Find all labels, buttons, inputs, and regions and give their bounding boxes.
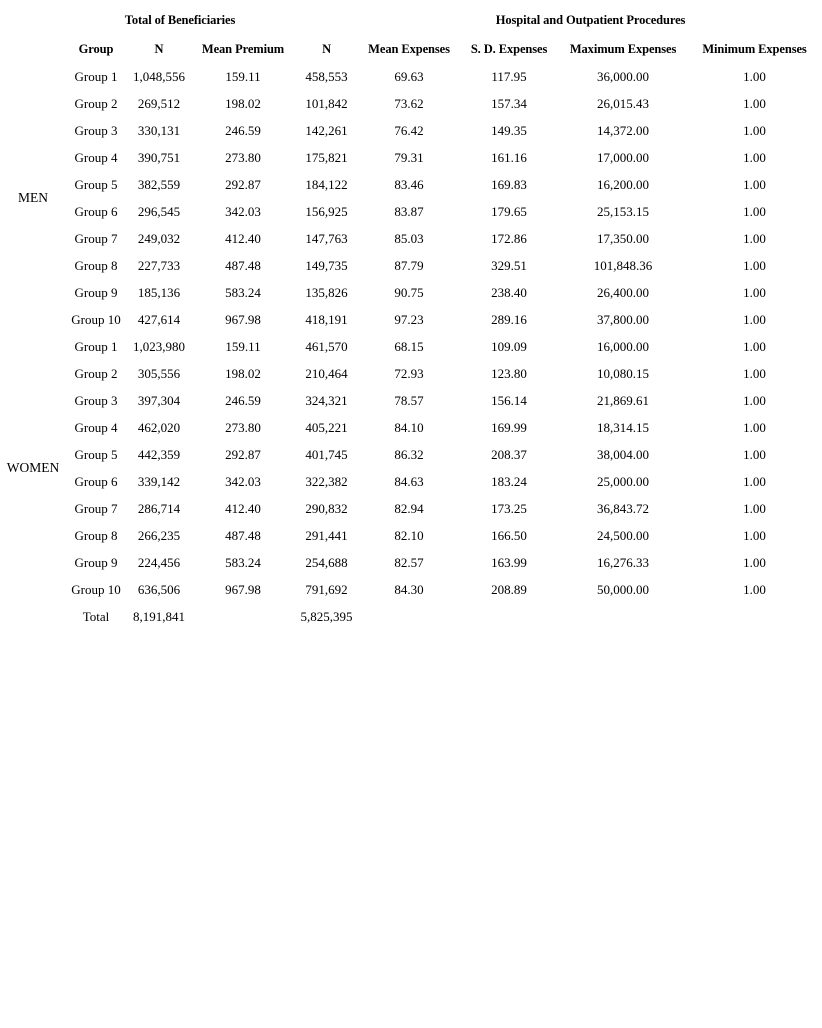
mean-premium-cell: 159.11 — [225, 68, 261, 84]
mean-expenses-cell: 82.94 — [394, 500, 424, 516]
sd-expenses-cell: 149.35 — [491, 122, 527, 138]
table-row — [0, 252, 822, 279]
section-label: WOMEN — [6, 460, 60, 475]
n-beneficiaries-cell: 227,733 — [137, 257, 181, 273]
empty-header-cell — [294, 0, 359, 36]
maximum-expenses-cell: 16,200.00 — [597, 176, 650, 192]
n-procedures-cell: 324,321 — [305, 392, 348, 408]
column-header-sd-expenses: S. D. Expenses — [470, 42, 548, 56]
sd-expenses-cell: 289.16 — [491, 311, 527, 327]
n-procedures-cell: 291,441 — [305, 527, 348, 543]
column-header-n-procedures: N — [322, 42, 331, 56]
total-n-beneficiaries: 8,191,841 — [133, 608, 185, 624]
empty-cell — [687, 603, 822, 630]
empty-cell — [0, 603, 66, 630]
group-cell: Group 3 — [74, 392, 118, 408]
minimum-expenses-cell: 1.00 — [743, 149, 766, 165]
table-row — [0, 387, 822, 414]
n-procedures-cell: 149,735 — [305, 257, 348, 273]
n-beneficiaries-cell: 1,048,556 — [133, 68, 185, 84]
super-header-beneficiaries: Total of Beneficiaries — [124, 13, 236, 27]
mean-expenses-cell: 73.62 — [394, 95, 424, 111]
n-procedures-cell: 322,382 — [305, 473, 348, 489]
minimum-expenses-cell: 1.00 — [743, 284, 766, 300]
n-procedures-cell: 254,688 — [305, 554, 348, 570]
minimum-expenses-cell: 1.00 — [743, 365, 766, 381]
mean-expenses-cell: 87.79 — [394, 257, 424, 273]
maximum-expenses-cell: 18,314.15 — [597, 419, 650, 435]
column-header-mean-expenses: Mean Expenses — [368, 42, 450, 56]
n-beneficiaries-cell: 296,545 — [137, 203, 181, 219]
table-row — [0, 333, 822, 360]
empty-header-cell — [0, 0, 66, 36]
minimum-expenses-cell: 1.00 — [743, 68, 766, 84]
maximum-expenses-cell: 24,500.00 — [597, 527, 650, 543]
mean-expenses-cell: 84.10 — [394, 419, 424, 435]
group-cell: Group 8 — [74, 257, 118, 273]
n-procedures-cell: 461,570 — [305, 338, 348, 354]
maximum-expenses-cell: 50,000.00 — [597, 581, 650, 597]
n-procedures-cell: 156,925 — [305, 203, 348, 219]
mean-premium-cell: 342.03 — [225, 203, 261, 219]
mean-premium-cell: 292.87 — [225, 176, 261, 192]
maximum-expenses-cell: 10,080.15 — [597, 365, 650, 381]
table-body — [0, 63, 822, 630]
n-procedures-cell: 791,692 — [305, 581, 348, 597]
empty-cell — [359, 603, 459, 630]
minimum-expenses-cell: 1.00 — [743, 527, 766, 543]
n-beneficiaries-cell: 1,023,980 — [133, 338, 185, 354]
table-row — [0, 144, 822, 171]
mean-expenses-cell: 84.30 — [394, 581, 424, 597]
sd-expenses-cell: 208.37 — [491, 446, 527, 462]
n-beneficiaries-cell: 382,559 — [137, 176, 181, 192]
mean-expenses-cell: 86.32 — [394, 446, 424, 462]
n-procedures-cell: 142,261 — [305, 122, 348, 138]
mean-premium-cell: 967.98 — [225, 311, 261, 327]
table-row — [0, 90, 822, 117]
n-procedures-cell: 458,553 — [305, 68, 348, 84]
empty-cell — [459, 603, 559, 630]
n-beneficiaries-cell: 339,142 — [137, 473, 181, 489]
n-beneficiaries-cell: 185,136 — [137, 284, 181, 300]
group-cell: Group 9 — [74, 554, 118, 570]
n-procedures-cell: 290,832 — [305, 500, 348, 516]
maximum-expenses-cell: 25,153.15 — [597, 203, 650, 219]
minimum-expenses-cell: 1.00 — [743, 203, 766, 219]
table-row — [0, 63, 822, 90]
sd-expenses-cell: 238.40 — [491, 284, 527, 300]
group-cell: Group 7 — [74, 230, 118, 246]
minimum-expenses-cell: 1.00 — [743, 446, 766, 462]
table-row — [0, 495, 822, 522]
table-row — [0, 171, 822, 198]
minimum-expenses-cell: 1.00 — [743, 311, 766, 327]
table-row — [0, 522, 822, 549]
n-beneficiaries-cell: 266,235 — [137, 527, 181, 543]
group-cell: Group 9 — [74, 284, 118, 300]
mean-premium-cell: 198.02 — [225, 95, 261, 111]
sd-expenses-cell: 208.89 — [491, 581, 527, 597]
mean-expenses-cell: 72.93 — [394, 365, 424, 381]
group-cell: Group 6 — [74, 203, 118, 219]
mean-premium-cell: 583.24 — [225, 284, 261, 300]
n-procedures-cell: 405,221 — [305, 419, 348, 435]
minimum-expenses-cell: 1.00 — [743, 419, 766, 435]
column-header-maximum-expenses: Maximum Expenses — [569, 42, 677, 56]
mean-expenses-cell: 83.46 — [394, 176, 424, 192]
sd-expenses-cell: 169.99 — [491, 419, 527, 435]
sd-expenses-cell: 183.24 — [491, 473, 527, 489]
maximum-expenses-cell: 25,000.00 — [597, 473, 650, 489]
table-row — [0, 117, 822, 144]
column-header-group: Group — [78, 42, 114, 56]
mean-expenses-cell: 84.63 — [394, 473, 424, 489]
n-beneficiaries-cell: 636,506 — [137, 581, 181, 597]
maximum-expenses-cell: 16,000.00 — [597, 338, 650, 354]
group-cell: Group 2 — [74, 365, 118, 381]
total-row — [0, 603, 822, 630]
mean-premium-cell: 198.02 — [225, 365, 261, 381]
mean-premium-cell: 159.11 — [225, 338, 261, 354]
table-row — [0, 360, 822, 387]
mean-expenses-cell: 90.75 — [394, 284, 424, 300]
mean-premium-cell: 487.48 — [225, 257, 261, 273]
maximum-expenses-cell: 14,372.00 — [597, 122, 650, 138]
table-header — [0, 0, 822, 63]
sd-expenses-cell: 117.95 — [491, 68, 527, 84]
mean-expenses-cell: 68.15 — [394, 338, 424, 354]
mean-premium-cell: 412.40 — [225, 230, 261, 246]
n-procedures-cell: 175,821 — [305, 149, 348, 165]
table-row — [0, 279, 822, 306]
group-cell: Group 6 — [74, 473, 118, 489]
column-header-n-beneficiaries: N — [154, 42, 164, 56]
group-cell: Group 2 — [74, 95, 118, 111]
empty-header-cell — [0, 36, 66, 63]
maximum-expenses-cell: 101,848.36 — [593, 257, 653, 273]
n-beneficiaries-cell: 249,032 — [137, 230, 181, 246]
mean-expenses-cell: 85.03 — [394, 230, 424, 246]
mean-premium-cell: 342.03 — [225, 473, 261, 489]
minimum-expenses-cell: 1.00 — [743, 581, 766, 597]
column-header-mean-premium: Mean Premium — [201, 42, 285, 56]
minimum-expenses-cell: 1.00 — [743, 338, 766, 354]
sd-expenses-cell: 166.50 — [491, 527, 527, 543]
group-cell: Group 1 — [74, 68, 118, 84]
sd-expenses-cell: 123.80 — [491, 365, 527, 381]
mean-premium-cell: 487.48 — [225, 527, 261, 543]
table-row — [0, 576, 822, 603]
mean-expenses-cell: 82.10 — [394, 527, 424, 543]
sd-expenses-cell: 161.16 — [491, 149, 527, 165]
n-beneficiaries-cell: 224,456 — [137, 554, 181, 570]
group-cell: Group 10 — [71, 581, 121, 597]
mean-premium-cell: 246.59 — [225, 392, 261, 408]
table-row — [0, 549, 822, 576]
sd-expenses-cell: 172.86 — [491, 230, 527, 246]
mean-expenses-cell: 78.57 — [394, 392, 424, 408]
maximum-expenses-cell: 16,276.33 — [597, 554, 650, 570]
maximum-expenses-cell: 26,400.00 — [597, 284, 650, 300]
mean-expenses-cell: 69.63 — [394, 68, 424, 84]
maximum-expenses-cell: 17,350.00 — [597, 230, 650, 246]
maximum-expenses-cell: 17,000.00 — [597, 149, 650, 165]
minimum-expenses-cell: 1.00 — [743, 554, 766, 570]
sd-expenses-cell: 163.99 — [491, 554, 527, 570]
group-cell: Group 8 — [74, 527, 118, 543]
n-beneficiaries-cell: 305,556 — [137, 365, 181, 381]
section-label: MEN — [18, 190, 48, 205]
minimum-expenses-cell: 1.00 — [743, 176, 766, 192]
group-cell: Group 5 — [74, 446, 118, 462]
table-row — [0, 198, 822, 225]
total-n-procedures: 5,825,395 — [300, 608, 353, 624]
n-procedures-cell: 418,191 — [305, 311, 348, 327]
minimum-expenses-cell: 1.00 — [743, 230, 766, 246]
n-procedures-cell: 147,763 — [305, 230, 348, 246]
mean-expenses-cell: 97.23 — [394, 311, 424, 327]
n-beneficiaries-cell: 390,751 — [137, 149, 181, 165]
mean-premium-cell: 583.24 — [225, 554, 261, 570]
sd-expenses-cell: 179.65 — [491, 203, 527, 219]
n-beneficiaries-cell: 462,020 — [137, 419, 181, 435]
n-procedures-cell: 210,464 — [305, 365, 348, 381]
group-cell: Group 3 — [74, 122, 118, 138]
mean-premium-cell: 273.80 — [225, 419, 261, 435]
table-row — [0, 441, 822, 468]
sd-expenses-cell: 173.25 — [491, 500, 527, 516]
n-procedures-cell: 401,745 — [305, 446, 348, 462]
mean-premium-cell: 412.40 — [225, 500, 261, 516]
empty-cell — [192, 603, 294, 630]
maximum-expenses-cell: 26,015.43 — [597, 95, 650, 111]
n-procedures-cell: 184,122 — [305, 176, 348, 192]
table-row — [0, 468, 822, 495]
mean-expenses-cell: 79.31 — [394, 149, 424, 165]
sd-expenses-cell: 156.14 — [491, 392, 527, 408]
minimum-expenses-cell: 1.00 — [743, 392, 766, 408]
group-cell: Group 4 — [74, 149, 118, 165]
n-beneficiaries-cell: 427,614 — [137, 311, 181, 327]
minimum-expenses-cell: 1.00 — [743, 500, 766, 516]
group-cell: Group 10 — [71, 311, 121, 327]
empty-cell — [559, 603, 687, 630]
column-header-minimum-expenses: Minimum Expenses — [702, 42, 807, 56]
maximum-expenses-cell: 37,800.00 — [597, 311, 650, 327]
sd-expenses-cell: 109.09 — [491, 338, 527, 354]
maximum-expenses-cell: 38,004.00 — [597, 446, 650, 462]
mean-expenses-cell: 76.42 — [394, 122, 424, 138]
n-procedures-cell: 101,842 — [305, 95, 348, 111]
table-row — [0, 225, 822, 252]
mean-premium-cell: 292.87 — [225, 446, 261, 462]
column-header-row — [0, 36, 822, 63]
minimum-expenses-cell: 1.00 — [743, 95, 766, 111]
table-row — [0, 306, 822, 333]
sd-expenses-cell: 329.51 — [491, 257, 527, 273]
n-beneficiaries-cell: 330,131 — [137, 122, 181, 138]
n-beneficiaries-cell: 442,359 — [137, 446, 181, 462]
mean-expenses-cell: 82.57 — [394, 554, 424, 570]
sd-expenses-cell: 157.34 — [491, 95, 527, 111]
super-header-row — [0, 0, 822, 36]
mean-expenses-cell: 83.87 — [394, 203, 424, 219]
n-beneficiaries-cell: 269,512 — [137, 95, 181, 111]
group-cell: Group 5 — [74, 176, 118, 192]
sd-expenses-cell: 169.83 — [491, 176, 527, 192]
group-cell: Group 7 — [74, 500, 118, 516]
table-row — [0, 414, 822, 441]
n-procedures-cell: 135,826 — [305, 284, 348, 300]
group-cell: Group 1 — [74, 338, 118, 354]
minimum-expenses-cell: 1.00 — [743, 257, 766, 273]
mean-premium-cell: 273.80 — [225, 149, 261, 165]
maximum-expenses-cell: 36,000.00 — [597, 68, 650, 84]
mean-premium-cell: 246.59 — [225, 122, 261, 138]
maximum-expenses-cell: 21,869.61 — [597, 392, 650, 408]
minimum-expenses-cell: 1.00 — [743, 122, 766, 138]
n-beneficiaries-cell: 286,714 — [137, 500, 181, 516]
minimum-expenses-cell: 1.00 — [743, 473, 766, 489]
maximum-expenses-cell: 36,843.72 — [597, 500, 650, 516]
total-label: Total — [82, 608, 110, 624]
group-cell: Group 4 — [74, 419, 118, 435]
mean-premium-cell: 967.98 — [225, 581, 261, 597]
super-header-procedures: Hospital and Outpatient Procedures — [495, 13, 686, 27]
n-beneficiaries-cell: 397,304 — [137, 392, 181, 408]
